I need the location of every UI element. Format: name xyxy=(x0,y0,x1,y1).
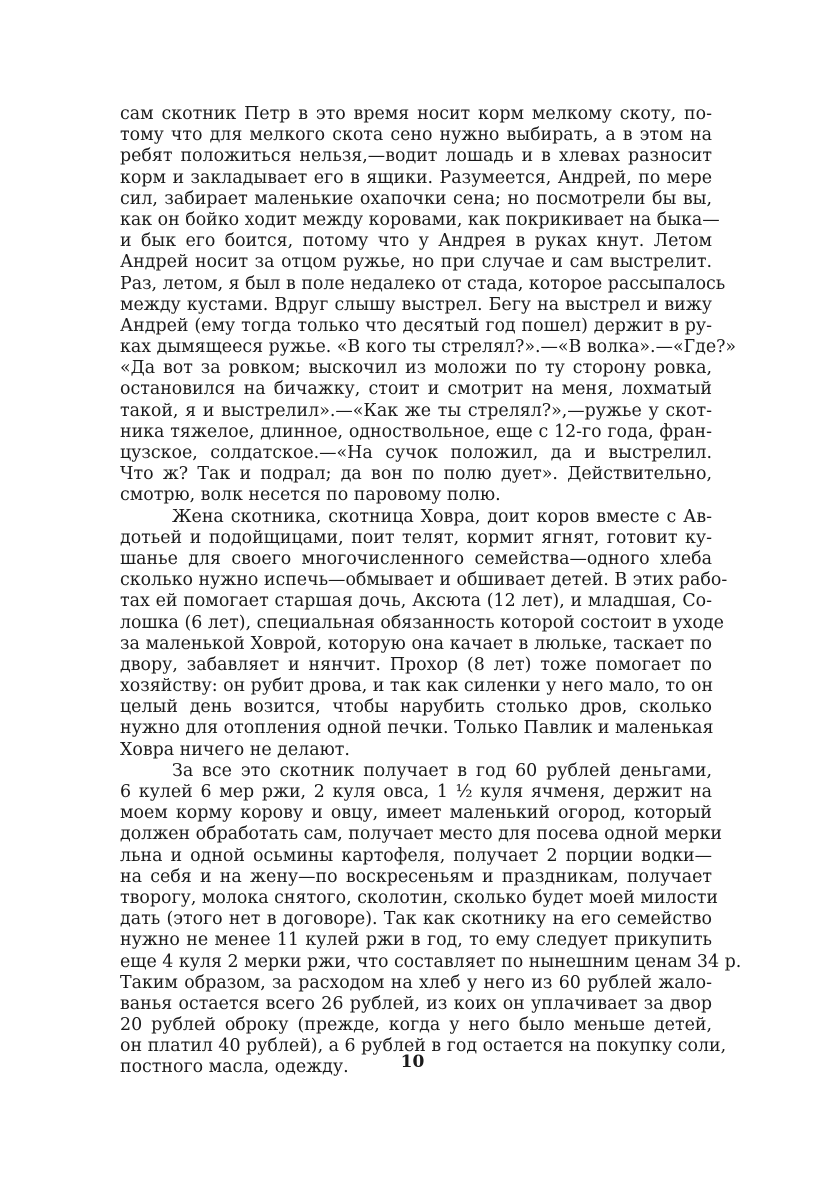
text-line: должен обработать сам, получает место для посева одной мерки xyxy=(120,824,722,845)
text-line: ребят положиться нельзя,—водит лошадь и в хлевах разносит xyxy=(120,146,712,167)
text-line: двору, забавляет и нянчит. Прохор (8 лет) тоже помогает по xyxy=(120,654,712,675)
text-line: Раз, летом, я был в поле недалеко от стада, которое рассыпалось xyxy=(120,273,726,294)
text-line: ках дымящееся ружье. «В кого ты стрелял?».—«В волка».—«Где?» xyxy=(120,337,737,358)
text-line: нужно не менее 11 кулей ржи в год, то ему следует прикупить xyxy=(120,930,712,951)
text-line: Ховра ничего не делают. xyxy=(120,739,350,760)
text-line: Жена скотника, скотница Ховра, доит коров вместе с Ав- xyxy=(172,506,712,527)
text-line: ника тяжелое, длинное, одноствольное, еще с 12-го года, фран- xyxy=(120,421,712,442)
text-line: сил, забирает маленькие охапочки сена; но посмотрели бы вы, xyxy=(120,188,712,209)
text-line: 6 кулей 6 мер ржи, 2 куля овса, 1 ½ куля ячменя, держит на xyxy=(120,782,712,802)
text-line: целый день возится, чтобы нарубить столько дров, сколько xyxy=(120,697,712,718)
text-line: Андрей (ему тогда только что десятый год пошел) держит в ру- xyxy=(120,315,712,336)
text-line: тах ей помогает старшая дочь, Аксюта (12 лет), и младшая, Со- xyxy=(120,591,712,612)
text-line: как он бойко ходит между коровами, как покрикивает на быка— xyxy=(120,209,720,230)
text-line: льна и одной осьмины картофеля, получает 2 порции водки— xyxy=(120,845,712,866)
text-line: он платил 40 рублей), а 6 рублей в год остается на покупку соли, xyxy=(120,1036,727,1057)
text-line: «Да вот за ровком; выскочил из моложи по ту сторону ровка, xyxy=(120,358,712,379)
text-line: Что ж? Так и подрал; да вон по полю дует». Действительно, xyxy=(120,464,712,485)
text-line: сам скотник Петр в это время носит корм мелкому скоту, по- xyxy=(120,104,712,124)
text-line: еще 4 куля 2 мерки ржи, что составляет по нынешним ценам 34 р. xyxy=(120,951,742,972)
paragraph xyxy=(120,104,737,507)
page-number: 10 xyxy=(400,1052,425,1072)
body-text xyxy=(120,104,742,1079)
text-line: За все это скотник получает в год 60 рублей деньгами, xyxy=(172,760,712,781)
text-line: сколько нужно испечь—обмывает и обшивает детей. В этих рабо- xyxy=(120,570,728,591)
text-line: творогу, молока снятого, сколотин, сколько будет моей милости xyxy=(120,887,718,908)
text-line: Таким образом, за расходом на хлеб у него из 60 рублей жало- xyxy=(120,972,712,993)
text-line: ванья остается всего 26 рублей, из коих он уплачивает за двор xyxy=(120,993,712,1014)
text-line: Андрей носит за отцом ружье, но при случае и сам выстрелит. xyxy=(120,252,712,273)
text-line: корм и закладывает его в ящики. Разумеется, Андрей, по мере xyxy=(120,167,712,188)
text-line: шанье для своего многочисленного семейства—одного хлеба xyxy=(120,548,712,569)
text-line: между кустами. Вдруг слышу выстрел. Бегу на выстрел и вижу xyxy=(120,294,712,315)
text-line: и бык его боится, потому что у Андрея в руках кнут. Летом xyxy=(120,231,712,252)
text-line: тому что для мелкого скота сено нужно выбирать, а в этом на xyxy=(120,125,712,146)
text-line: моем корму корову и овцу, имеет маленький огород, который xyxy=(120,803,712,824)
text-line: 20 рублей оброку (прежде, когда у него было меньше детей, xyxy=(120,1015,712,1036)
text-line: нужно для отопления одной печки. Только Павлик и маленькая xyxy=(120,718,714,739)
text-line: лошка (6 лет), специальная обязанность которой состоит в уходе xyxy=(120,612,724,633)
text-line: дать (этого нет в договоре). Так как скотнику на его семейство xyxy=(120,909,712,930)
text-line: за маленькой Ховрой, которую она качает в люльке, таскает по xyxy=(120,633,712,654)
text-line: смотрю, волк несется по паровому полю. xyxy=(120,485,501,506)
text-line: хозяйству: он рубит дрова, и так как силенки у него мало, то он xyxy=(120,676,714,697)
paragraph xyxy=(120,506,728,761)
text-line: цузское, солдатское.—«На сучок положил, да и выстрелил. xyxy=(120,443,712,463)
text-line: постного масла, одежду. xyxy=(120,1057,349,1078)
text-line: такой, я и выстрелил».—«Как же ты стрелял?»,—ружье у скот- xyxy=(120,400,712,421)
paragraph xyxy=(120,760,742,1079)
text-line: остановился на бичажку, стоит и смотрит на меня, лохматый xyxy=(120,379,712,400)
text-line: на себя и на жену—по воскресеньям и праздникам, получает xyxy=(120,866,712,887)
text-line: дотьей и подойщицами, поит телят, кормит ягнят, готовит ку- xyxy=(120,527,712,548)
